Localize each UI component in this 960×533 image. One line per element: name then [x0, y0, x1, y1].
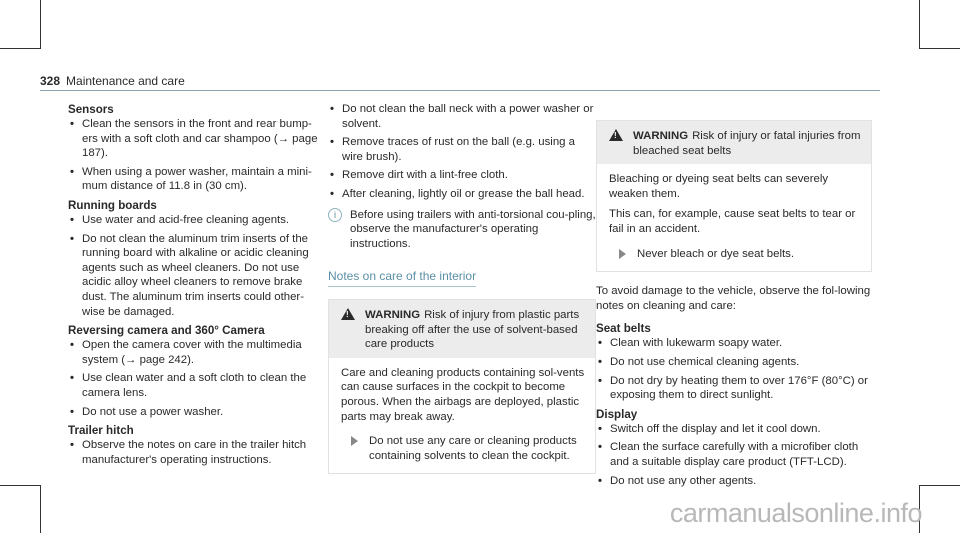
section-display — [596, 407, 872, 488]
list-item: • Remove dirt with a lint-free cloth. — [328, 168, 596, 183]
crop-mark — [40, 485, 41, 533]
section-heading: Running boards — [68, 198, 157, 212]
list-item: • When using a power washer, maintain a mini-mum distance of 11.8 in (30 cm). — [68, 165, 320, 194]
section-heading: Reversing camera and 360° Camera — [68, 324, 265, 338]
section-trailer-hitch — [68, 423, 320, 467]
crop-mark — [919, 48, 960, 49]
section-heading: Seat belts — [596, 322, 651, 336]
crop-mark — [0, 48, 41, 49]
warning-triangle-icon: ! — [341, 308, 355, 320]
warning-header — [597, 121, 871, 164]
warning-title: Risk of injury or fatal injuries from bleached seat belts — [633, 130, 861, 157]
list-item: • Do not use any other agents. — [596, 474, 872, 489]
section-running-boards — [68, 198, 320, 319]
list-item: • Clean the surface carefully with a microfiber cloth and a suitable display care product (TFT-LCD). — [596, 440, 872, 469]
info-text: Before using trailers with anti-torsional cou-pling, observe the manufacturer's operating instructions. — [350, 208, 596, 250]
info-icon: i — [328, 208, 342, 222]
warning-triangle-icon: ! — [609, 129, 623, 141]
crop-mark — [919, 0, 920, 48]
page-title: Maintenance and care — [66, 74, 185, 88]
section-heading: Sensors — [68, 103, 114, 116]
warning-header — [329, 300, 595, 358]
column-2 — [328, 102, 596, 474]
warning-action — [609, 247, 861, 262]
warning-body — [597, 164, 871, 271]
warning-label: WARNING — [633, 130, 689, 142]
section-reversing-camera — [68, 323, 320, 419]
section-heading: Display — [596, 407, 638, 421]
warning-action-text: Never bleach or dye seat belts. — [637, 247, 795, 260]
list-item: • Observe the notes on care in the trailer hitch manufacturer's operating instructions. — [68, 438, 320, 467]
info-note — [328, 208, 596, 252]
section-sensors — [68, 102, 320, 194]
list-item: • Do not use chemical cleaning agents. — [596, 355, 872, 370]
list-item: • Switch off the display and let it cool down. — [596, 422, 872, 437]
list-item: • Clean the sensors in the front and rear bump-ers with a soft cloth and car shampoo (→ page 187). — [68, 117, 320, 161]
crop-mark — [0, 485, 41, 486]
page-header — [40, 74, 185, 90]
list-item: • After cleaning, lightly oil or grease the ball head. — [328, 187, 596, 202]
list-item: • Use water and acid-free cleaning agents. — [68, 213, 320, 228]
warning-box-plastic — [328, 299, 596, 474]
warning-text: Care and cleaning products containing sol-vents can cause surfaces in the cockpit to become porous. When the airbags are deployed, plastic parts may break away. — [341, 366, 585, 423]
column-1 — [68, 102, 320, 471]
list-item: • Do not clean the aluminum trim inserts of the running board with alkaline or acidic cleaning agents such as wheel cleaners. Do not use acidic alloy wheel cleaners to remove brake dust. The aluminum trim inserts could other-wise be damaged. — [68, 232, 320, 320]
list-item: • Do not clean the ball neck with a power washer or solvent. — [328, 102, 596, 131]
warning-box-seat-belts — [596, 120, 872, 272]
section-seat-belts — [596, 321, 872, 402]
list-item: • Open the camera cover with the multimedia system (→ page 242). — [68, 338, 320, 367]
intro-text: To avoid damage to the vehicle, observe the fol-lowing notes on cleaning and care: — [596, 285, 871, 312]
list-item: • Clean with lukewarm soapy water. — [596, 336, 872, 351]
warning-action-text: Do not use any care or cleaning products containing solvents to clean the cockpit. — [369, 435, 577, 462]
arrow-right-icon — [351, 436, 358, 446]
warning-text: This can, for example, cause seat belts to tear or fail in an accident. — [609, 208, 856, 235]
section-heading: Trailer hitch — [68, 424, 134, 438]
intro-paragraph — [596, 284, 872, 313]
list-item: • Do not dry by heating them to over 176°F (80°C) or exposing them to direct sunlight. — [596, 374, 872, 403]
subheading-interior-care: Notes on care of the interior — [328, 269, 476, 287]
warning-label: WARNING — [365, 308, 421, 321]
crop-mark — [40, 0, 41, 48]
warning-action — [341, 434, 585, 463]
warning-title: Risk of injury from plastic parts breaking off after the use of solvent-based care products — [365, 308, 580, 351]
header-rule — [40, 90, 880, 91]
column-3 — [596, 120, 872, 492]
list-item: • Use clean water and a soft cloth to clean the camera lens. — [68, 371, 320, 400]
list-item: • Do not use a power washer. — [68, 405, 320, 420]
warning-body — [329, 358, 595, 474]
arrow-right-icon — [619, 249, 626, 259]
list-item: • Remove traces of rust on the ball (e.g. using a wire brush). — [328, 135, 596, 164]
page-number: 328 — [40, 74, 61, 88]
watermark: carmanualsonline.info — [669, 498, 922, 528]
warning-text: Bleaching or dyeing seat belts can severely weaken them. — [609, 173, 829, 200]
crop-mark — [919, 485, 960, 486]
